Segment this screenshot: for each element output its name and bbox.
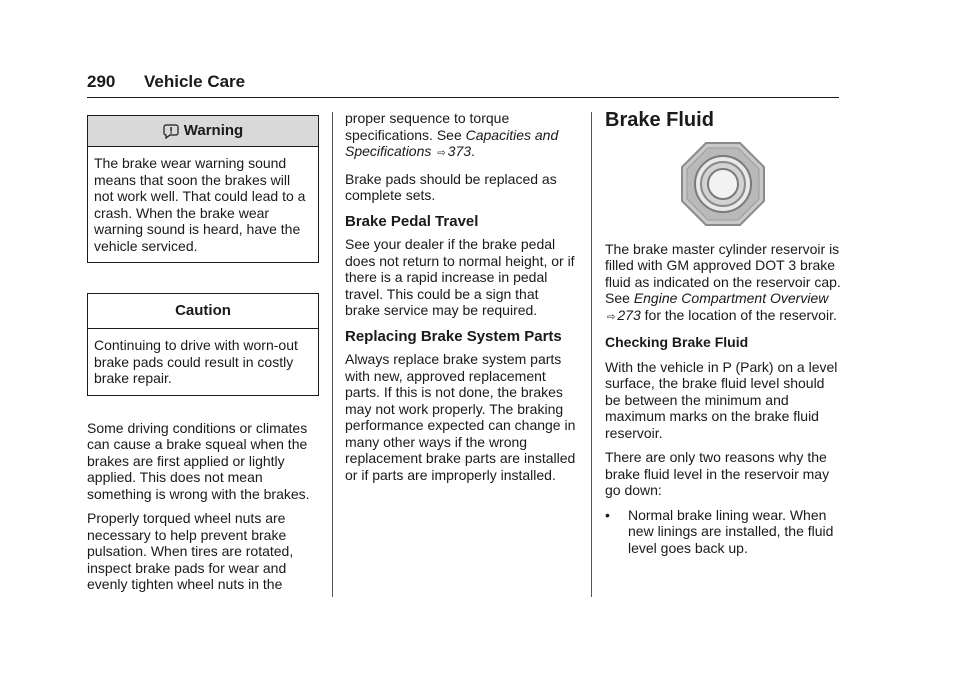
paragraph: Properly torqued wheel nuts are necessary to help prevent brake pulsation. When tires are rotated, inspect brake pads for wear and evenly tighten wheel nuts in the <box>87 510 294 592</box>
caution-text: Continuing to drive with worn-out brake pads could result in costly brake repair. <box>94 337 298 386</box>
paragraph: Brake pads should be replaced as complete sets. <box>345 170 557 203</box>
cross-reference-link[interactable]: Engine Compartment Overview <box>633 290 829 306</box>
paragraph <box>605 241 841 327</box>
paragraph: There are only two reasons why the brake fluid level in the reservoir may go down: <box>605 449 830 498</box>
text-run: The brake master cylinder reservoir is filled with GM approved DOT 3 brake fluid as indicated on the reservoir cap. See <box>605 240 841 306</box>
text-run: . <box>471 143 475 159</box>
caution-box <box>87 293 319 396</box>
warning-header <box>88 116 318 147</box>
section-heading: Replacing Brake System Parts <box>345 327 562 345</box>
section-title: Vehicle Care <box>144 72 246 91</box>
page-reference[interactable]: 373 <box>447 143 472 159</box>
bullet-marker: • <box>605 506 610 523</box>
warning-box <box>87 115 319 263</box>
warning-icon <box>163 123 179 139</box>
paragraph: With the vehicle in P (Park) on a level surface, the brake fluid level should be between the minimum and maximum marks on the brake fluid reservoir. <box>605 358 838 441</box>
section-heading: Brake Pedal Travel <box>345 212 479 230</box>
column-middle <box>345 110 577 491</box>
caution-label: Caution <box>88 294 318 329</box>
paragraph <box>345 110 577 163</box>
page-reference-arrow-icon: ⇨ <box>607 311 616 323</box>
page-number: 290 <box>87 72 116 91</box>
page-header <box>87 70 839 100</box>
warning-label: Warning <box>183 121 244 139</box>
paragraph: Always replace brake system parts with new, approved replacement parts. If this is not done, the brakes may not work properly. The braking performance expected can change in many other ways if the wrong replacement brake parts are installed or if parts are improperly installed. <box>345 351 576 483</box>
header-divider <box>87 97 839 98</box>
paragraph: Some driving conditions or climates can cause a brake squeal when the brakes are first applied or lightly applied. This does not mean something is wrong with the brakes. <box>87 419 310 502</box>
column-divider-2 <box>591 112 592 597</box>
column-divider-1 <box>332 112 333 597</box>
page-reference[interactable]: 273 <box>617 306 641 323</box>
section-title-brake-fluid: Brake Fluid <box>605 109 714 131</box>
warning-text: The brake wear warning sound means that soon the brakes will not work well. That could lead to a crash. When the brake wear warning sound is heard, have the vehicle serviced. <box>94 155 306 254</box>
cross-reference-link[interactable]: Capacities and Specifications <box>345 126 559 159</box>
column-right <box>605 110 841 556</box>
paragraph: See your dealer if the brake pedal does not return to normal height, or if there is a rapid increase in pedal travel. This could be a sign that brake service may be required. <box>345 236 575 318</box>
brake-fluid-cap-icon <box>680 141 766 227</box>
bullet-text: Normal brake lining wear. When new linings are installed, the fluid level goes back up. <box>628 506 834 556</box>
figure <box>605 141 841 227</box>
text-run: proper sequence to torque specifications. See <box>345 110 510 143</box>
list-item <box>605 507 841 557</box>
column-left <box>87 115 319 601</box>
page-reference-arrow-icon: ⇨ <box>437 148 446 159</box>
subheading: Checking Brake Fluid <box>605 334 749 350</box>
text-run: for the location of the reservoir. <box>640 306 837 323</box>
